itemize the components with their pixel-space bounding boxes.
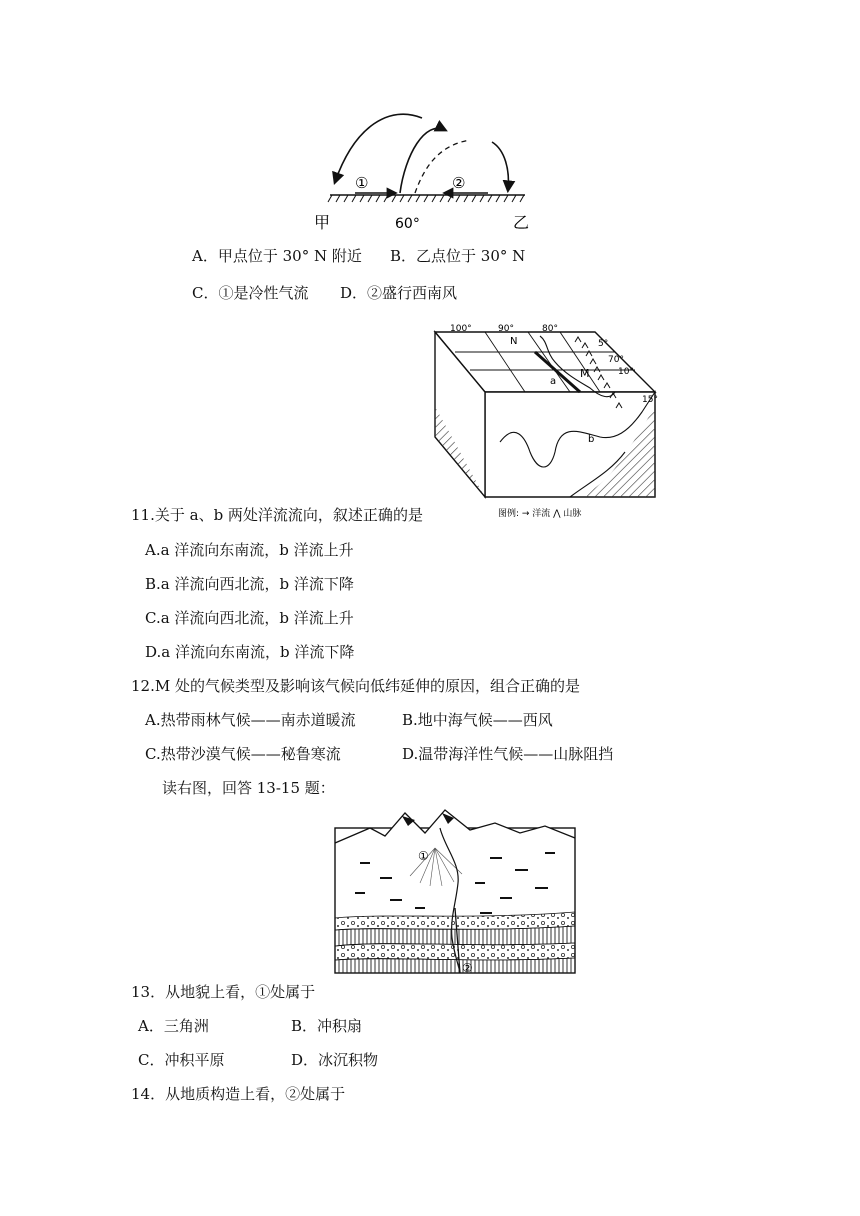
label-a: a bbox=[550, 376, 557, 387]
reading-intro: 读右图，回答 13-15 题： bbox=[162, 779, 335, 797]
q11-stem: 11.关于 a、b 两处洋流流向，叙述正确的是 bbox=[131, 506, 423, 524]
label-yi: 乙 bbox=[513, 213, 530, 232]
q10-option-d: D．②盛行西南风 bbox=[340, 284, 458, 302]
q13-option-b: B．冲积扇 bbox=[291, 1017, 363, 1035]
stratum-2 bbox=[335, 926, 575, 946]
lon-70: 70° bbox=[608, 355, 624, 365]
lat-10: 10° bbox=[618, 367, 634, 377]
stratum-4 bbox=[335, 958, 575, 973]
ocean-current-block-diagram bbox=[430, 322, 670, 520]
q12-option-b: B.地中海气候——西风 bbox=[402, 711, 553, 729]
q11-option-b: B.a 洋流向西北流，b 洋流下降 bbox=[145, 575, 354, 593]
left-upper-arrow bbox=[335, 114, 422, 182]
stratum-3 bbox=[335, 943, 575, 960]
lon-80: 80° bbox=[542, 324, 558, 334]
label-b: b bbox=[588, 434, 595, 445]
q12-option-a: A.热带雨林气候——南赤道暖流 bbox=[145, 711, 356, 729]
lon-100: 100° bbox=[450, 324, 472, 334]
marker-2: ② bbox=[452, 174, 466, 192]
q12-stem: 12.M 处的气候类型及影响该气候向低纬延伸的原因，组合正确的是 bbox=[131, 677, 580, 695]
lat-15: 15° bbox=[642, 395, 658, 405]
fig3-marker-1: ① bbox=[418, 849, 429, 863]
label-jia: 甲 bbox=[314, 213, 331, 232]
q13-option-c: C．冲积平原 bbox=[138, 1051, 225, 1069]
marker-1: ① bbox=[355, 174, 369, 192]
q14-stem: 14．从地质构造上看，②处属于 bbox=[131, 1085, 346, 1103]
q11-option-c: C.a 洋流向西北流，b 洋流上升 bbox=[145, 609, 354, 627]
lat-5: 5° bbox=[598, 339, 609, 349]
north-label: N bbox=[510, 336, 518, 347]
label-m: M bbox=[580, 367, 590, 380]
q10-option-b: B．乙点位于 30° N bbox=[390, 247, 526, 265]
q12-option-c: C.热带沙漠气候——秘鲁寒流 bbox=[145, 745, 341, 763]
q13-option-a: A．三角洲 bbox=[138, 1017, 209, 1035]
q12-option-d: D.温带海洋性气候——山脉阻挡 bbox=[402, 745, 614, 763]
q10-option-c: C．①是冷性气流 bbox=[192, 284, 309, 302]
mountain-ridge bbox=[335, 810, 575, 843]
landform-block-diagram bbox=[330, 808, 580, 976]
left-circulation-arrow bbox=[400, 128, 445, 193]
q13-option-d: D．冰沉积物 bbox=[291, 1051, 379, 1069]
q10-option-a: A．甲点位于 30° N 附近 bbox=[192, 247, 362, 265]
right-descending-arrow bbox=[492, 142, 508, 190]
q11-option-a: A.a 洋流向东南流，b 洋流上升 bbox=[145, 541, 354, 559]
q11-option-d: D.a 洋流向东南流，b 洋流下降 bbox=[145, 643, 355, 661]
fig3-marker-2: ② bbox=[462, 961, 473, 975]
fig2-legend: 图例: → 洋流 ⋀ 山脉 bbox=[498, 509, 582, 519]
label-60: 60° bbox=[395, 216, 420, 232]
q13-stem: 13．从地貌上看，①处属于 bbox=[131, 983, 316, 1001]
ground-hatching bbox=[328, 195, 524, 202]
lon-90: 90° bbox=[498, 324, 514, 334]
circulation-diagram bbox=[300, 100, 540, 240]
